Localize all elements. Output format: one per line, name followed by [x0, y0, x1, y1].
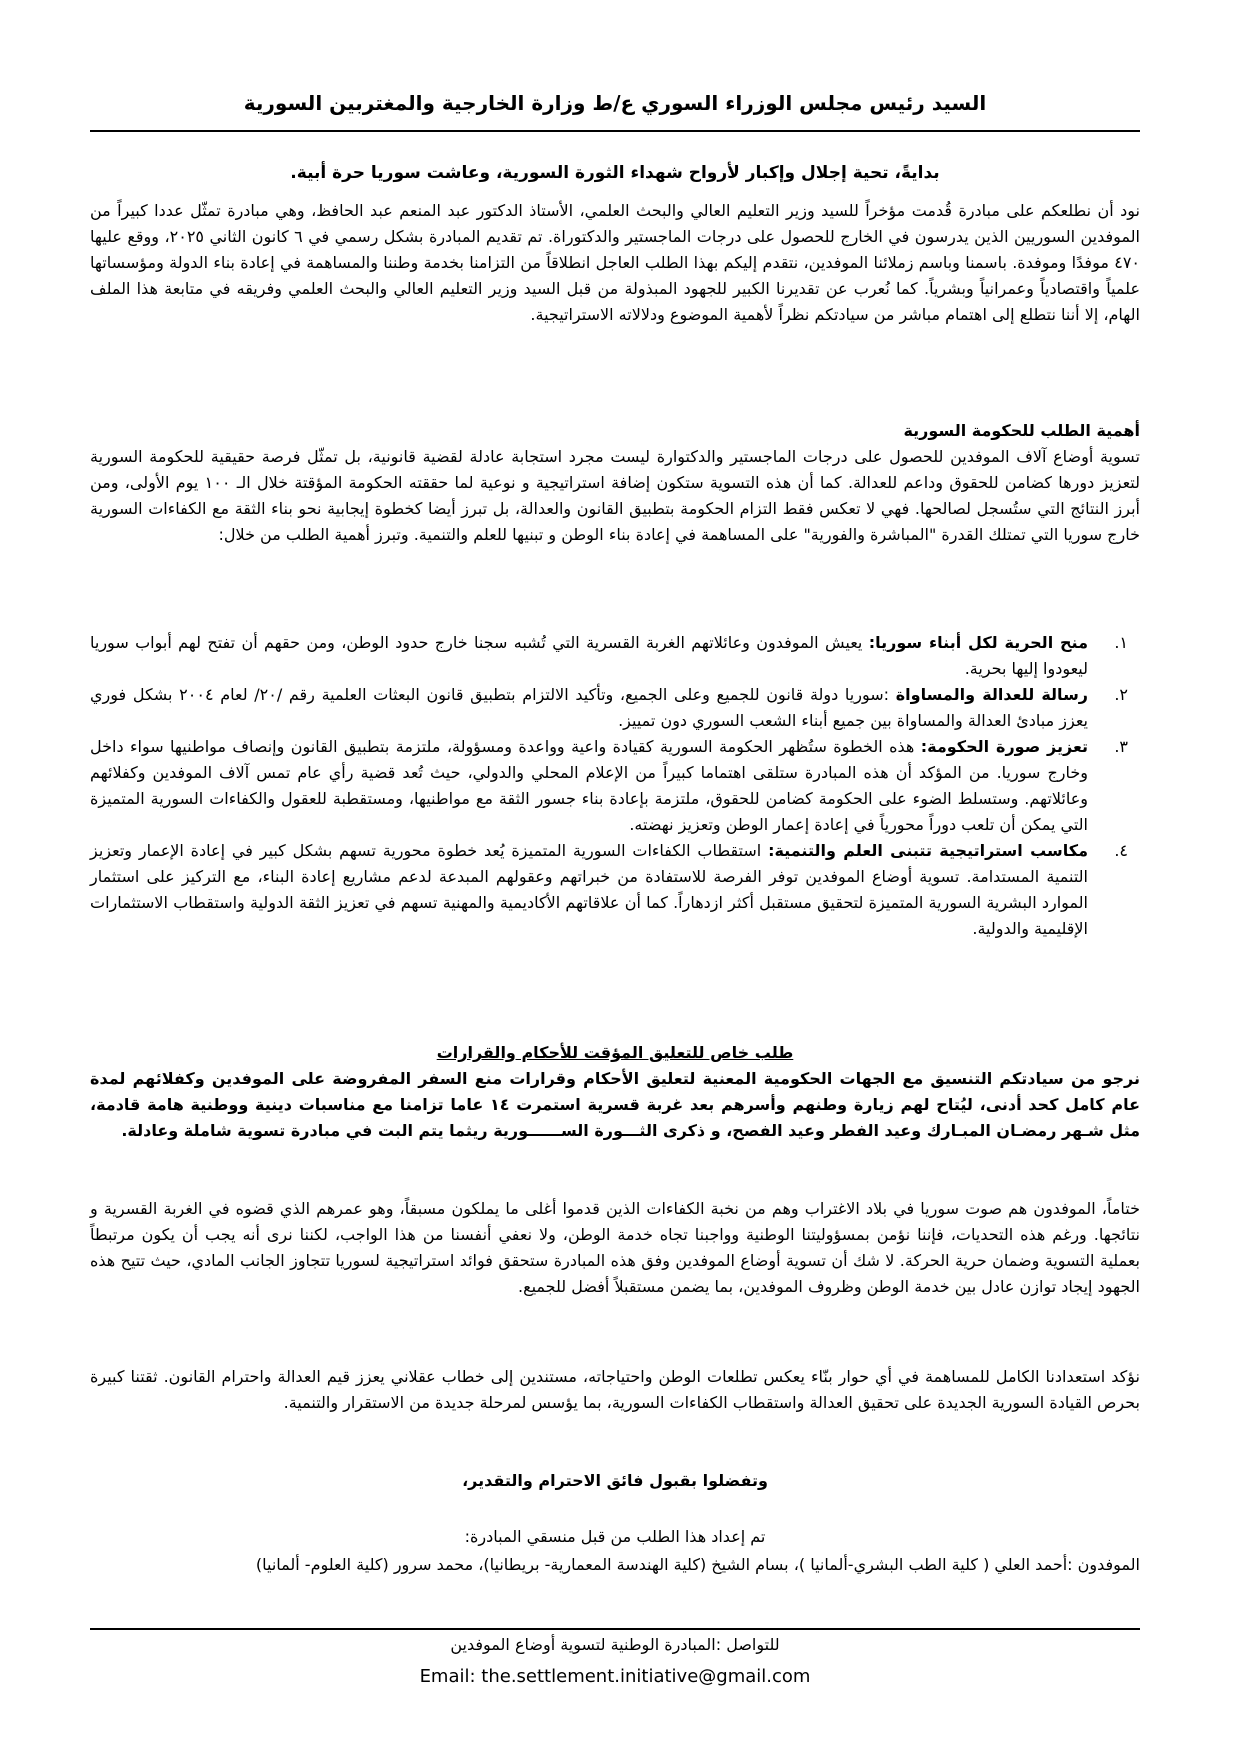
intro-paragraph: نود أن نطلعكم على مبادرة قُدمت مؤخراً للسيد وزير التعليم العالي والبحث العلمي، الأستاذ الدكتور عبد المنعم عبد الحافظ، وهي مبادرة تمثّل عددا كبيراً من الموفدين السوريين الذين يدرسون في الخارج للحصول على درجات الماجستير والدكتوراة. تم تقديم المبادرة بشكل رسمي في ٦ كانون الثاني ٢٠٢٥، ووقع عليها ٤٧٠ موفدًا وموفدة. باسمنا وباسم زملائنا الموفدين، نتقدم إليكم بهذا الطلب العاجل انطلاقاً من التزامنا بخدمة وطننا والمساهمة في إعادة بناء الدولة ومؤسساتها علمياً واقتصادياً وعمرانياً وبشرياً. كما نُعرب عن تقديرنا الكبير للجهود المبذولة من قبل السيد وزير التعليم العالي والبحث العلمي وفريقه في متابعة هذا الملف الهام، إلا أننا نتطلع إلى اهتمام مباشر من سيادتكم نظراً لأهمية الموضوع ودلالاته الاستراتيجية.	[90, 201, 1141, 324]
importance-list	[90, 630, 1140, 942]
list-item	[90, 682, 1140, 734]
list-item-lead: مكاسب استراتيجية تتبنى العلم والتنمية:	[768, 841, 1088, 860]
list-item-number: ٣.	[1114, 737, 1128, 756]
list-item-text: يعيش الموفدون وعائلاتهم الغربة القسرية التي تُشبه سجنا خارج حدود الوطن، ومن حقهم أن تفتح لهم أبواب سوريا ليعودوا إليها بحرية.	[90, 633, 1088, 678]
list-item-number: ١.	[1114, 633, 1128, 652]
readiness-paragraph: نؤكد استعدادنا الكامل للمساهمة في أي حوار بنّاء يعكس تطلعات الوطن واحتياجاته، مستندين إلى خطاب عقلاني يعزز قيم العدالة واحترام القانون. ثقتنا كبيرة بحرص القيادة السورية الجديدة على تحقيق العدالة واستقطاب الكفاءات السورية، بما يؤسس لمرحلة جديدة من الاستقرار والتنمية.	[90, 1367, 1140, 1412]
list-item-lead: تعزيز صورة الحكومة:	[920, 737, 1088, 756]
closing-line: وتفضلوا بقبول فائق الاحترام والتقدير،	[462, 1471, 768, 1490]
list-item-text: هذه الخطوة ستُظهر الحكومة السورية كقيادة واعية وواعدة ومسؤولة، ملتزمة بتطبيق القانون وإنصاف مواطنيها سواء داخل وخارج سوريا. من المؤكد أن هذه المبادرة ستلقى اهتماما كبيراً من الإعلام المحلي والدولي، حيث تُعد قضية رأي عام تمس آلاف الموفدين وكفلائهم وعائلاتهم. وستسلط الضوء على الحكومة كضامن للحقوق، ملتزمة بإعادة بناء جسور الثقة مع مواطنيها، ومستقطبة للعقول والكفاءات السورية المتميزة التي يمكن أن تلعب دوراً محورياً في إعادة إعمار الوطن وتعزيز نهضته.	[90, 737, 1088, 834]
list-item-lead: منح الحرية لكل أبناء سوريا:	[868, 633, 1088, 652]
list-item-lead: رسالة للعدالة والمساواة	[895, 685, 1089, 704]
list-item-text: استقطاب الكفاءات السورية المتميزة يُعد خطوة محورية تسهم بشكل كبير في إعادة الإعمار وتعزيز التنمية المستدامة. تسوية أوضاع الموفدين توفر الفرصة للاستفادة من خبراتهم وعقولهم المبدعة لدعم مشاريع إعادة البناء، مع التركيز على استثمار الموارد البشرية السورية المتميزة لتحقيق مستقبل أكثر ازدهاراً. كما أن علاقاتهم الأكاديمية والمهنية تسهم في تعزيز الثقة الدولية واستقطاب الاستثمارات الإقليمية والدولية.	[90, 841, 1088, 938]
prepared-by-line: تم إعداد هذا الطلب من قبل منسقي المبادرة:	[464, 1527, 766, 1546]
letter-title: السيد رئيس مجلس الوزراء السوري ع/ط وزارة الخارجية والمغتربين السورية	[243, 91, 987, 115]
importance-paragraph: تسوية أوضاع آلاف الموفدين للحصول على درجات الماجستير والدكتوارة ليست مجرد استجابة عادلة لقضية قانونية، بل تمثّل فرصة حقيقية للحكومة السورية لتعزيز دورها كضامن للحقوق وداعم للعدالة. كما أن هذه التسوية ستكون إضافة استراتيجية و نوعية لما حققته الحكومة المؤقتة خلال الـ ١٠٠ يوم الأولى، ومن أبرز النتائج التي ستُسجل لصالحها. فهي لا تعكس فقط التزام الحكومة بتطبيق القانون والعدالة، بل تبرز أيضا كخطوة إيجابية نحو بناء الثقة مع الكفاءات السورية خارج سوريا التي تمتلك القدرة "المباشرة والفورية" على المساهمة في إعادة بناء الوطن و تبنيها للعلم والتنمية. وتبرز أهمية الطلب من خلال:	[90, 447, 1141, 544]
list-item	[90, 734, 1140, 838]
list-item	[90, 630, 1140, 682]
greeting-line: بدايةً، تحية إجلال وإكبار لأرواح شهداء الثورة السورية، وعاشت سوريا حرة أبية.	[290, 163, 940, 183]
conclusion-paragraph: ختاماً، الموفدون هم صوت سوريا في بلاد الاغتراب وهم من نخبة الكفاءات الذين قدموا أغلى ما يملكون مسبقاً، وهو عمرهم الذي قضوه في الغربة القسرية و نتائجها. ورغم هذه التحديات، فإننا نؤمن بمسؤوليتنا الوطنية وواجبنا تجاه خدمة الوطن، ولا نعفي أنفسنا من هذا الواجب، لكننا نرى أنه يجب أن يكون مرتبطاً بعملية التسوية وضمان حرية الحركة. لا شك أن تسوية أوضاع الموفدين وفق هذه المبادرة ستحقق فوائد استراتيجية لسوريا تتجاوز الجانب المادي، حيث تتيح هذه الجهود إيجاد توازن عادل بين خدمة الوطن وظروف الموفدين، بما يضمن مستقبلاً أفضل للجميع.	[90, 1199, 1140, 1296]
importance-heading: أهمية الطلب للحكومة السورية	[903, 421, 1140, 440]
special-request-heading	[90, 1040, 1140, 1066]
list-item-number: ٢.	[1114, 685, 1128, 704]
list-item-text: :سوريا دولة قانون للجميع وعلى الجميع، وتأكيد الالتزام بتطبيق قانون البعثات العلمية رقم /٢٠/ لعام ٢٠٠٤ بشكل فوري يعزز مبادئ العدالة والمساواة بين جميع أبناء الشعب السوري دون تمييز.	[90, 685, 1088, 730]
list-item	[90, 838, 1140, 942]
authors-line: الموفدون :أحمد العلي ( كلية الطب البشري-ألمانيا )، بسام الشيخ (كلية الهندسة المعمارية- بريطانيا)، محمد سرور (كلية العلوم- ألمانيا)	[255, 1555, 1140, 1574]
letter-page	[90, 0, 1140, 1755]
special-request-paragraph: نرجو من سيادتكم التنسيق مع الجهات الحكومية المعنية لتعليق الأحكام وقرارات منع السفر المفروضة على الموفدين وكفلائهم لمدة عام كامل كحد أدنى، ليُتاح لهم زيارة وطنهم وأسرهم بعد غربة قسرية استمرت ١٤ عاما تزامنا مع مناسبات دينية ووطنية هامة قادمة، مثل شـهر رمضـان المبـارك وعيد الفطر وعيد الفصح، و ذكرى الثـــورة الســــــورية ريثما يتم البت في مبادرة تسوية شاملة وعادلة.	[90, 1069, 1141, 1140]
contact-line: للتواصل :المبادرة الوطنية لتسوية أوضاع الموفدين	[450, 1635, 780, 1654]
footer-divider	[90, 1628, 1140, 1630]
special-request-heading-text: طلب خاص للتعليق المؤقت للأحكام والقرارات	[436, 1043, 794, 1062]
title-divider	[90, 130, 1140, 132]
email-address[interactable]: Email: the.settlement.initiative@gmail.com	[419, 1666, 811, 1687]
list-item-number: ٤.	[1114, 841, 1128, 860]
